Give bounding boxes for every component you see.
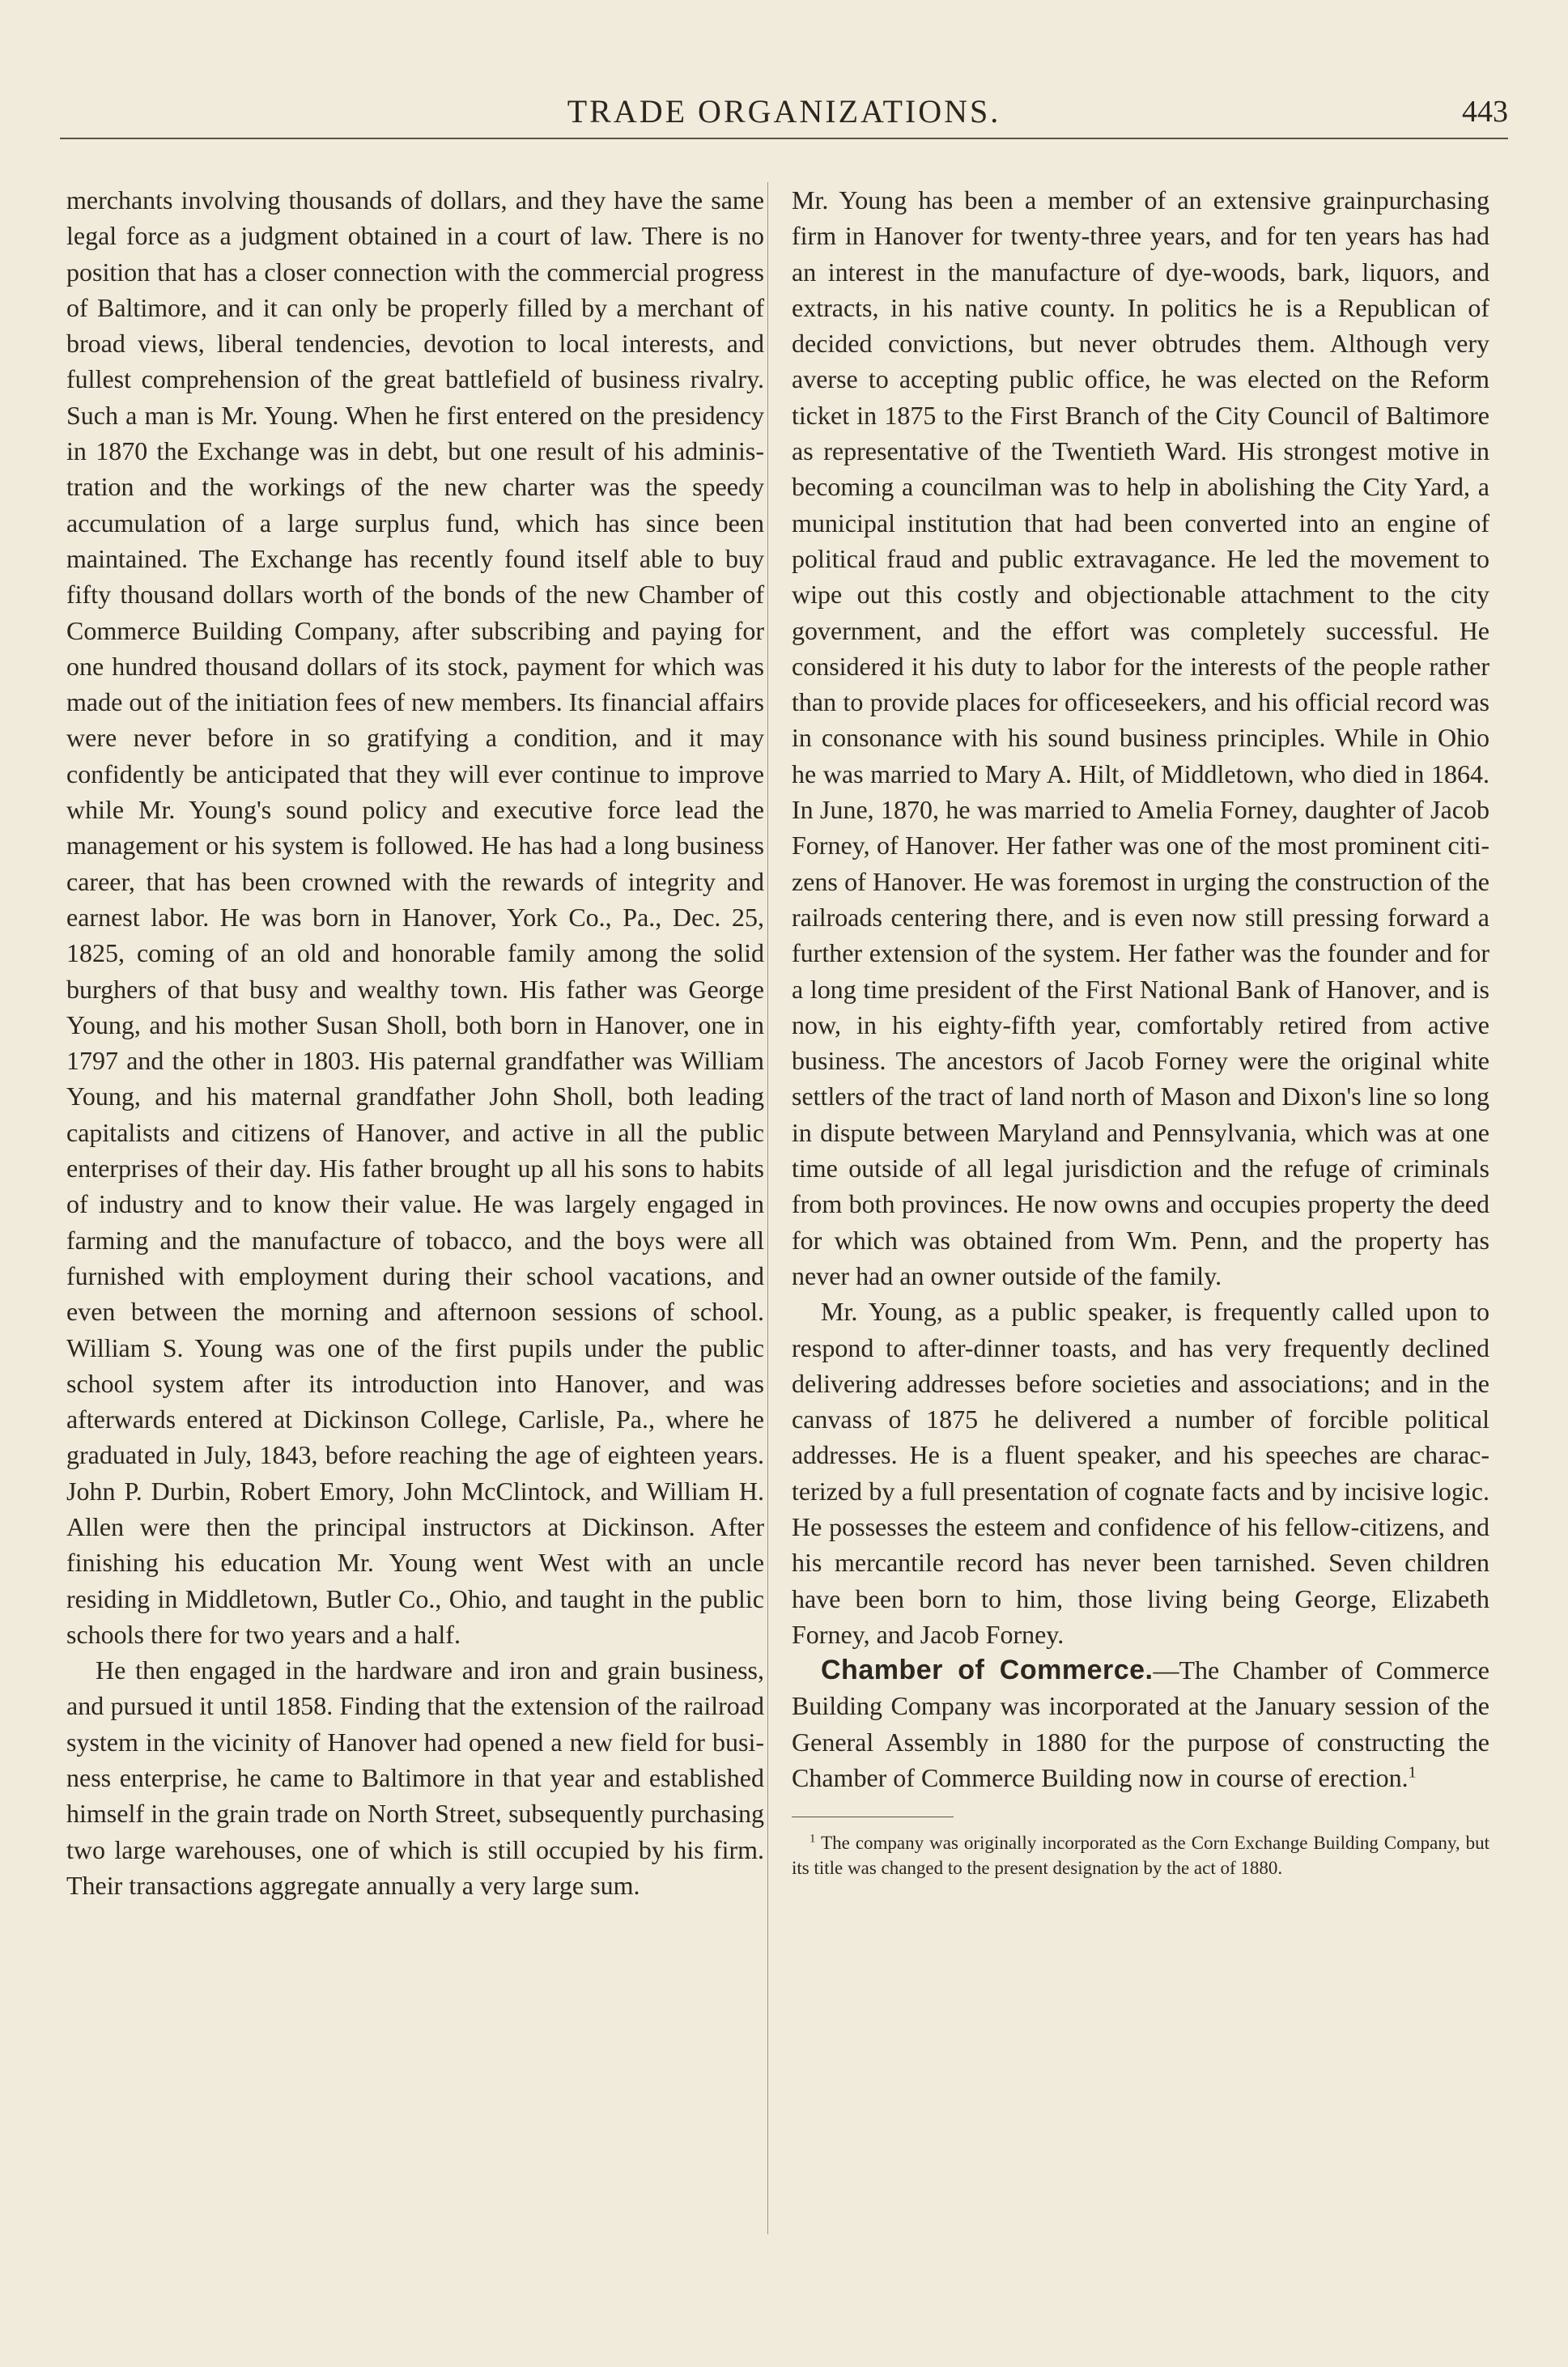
running-title: TRADE ORGANIZATIONS.	[567, 93, 1001, 130]
column-divider	[767, 182, 768, 2234]
section-heading: Chamber of Commerce.	[821, 1655, 1154, 1686]
right-paragraph-3	[792, 1652, 1489, 1795]
left-column	[66, 182, 764, 1903]
right-column	[792, 182, 1489, 1880]
footnote-reference: 1	[1408, 1763, 1417, 1782]
footnote-marker: 1	[809, 1832, 816, 1846]
footnote	[792, 1830, 1489, 1880]
right-paragraph-2: Mr. Young, as a public speaker, is frequently called upon to respond to after-dinner toasts, and has very frequently declined delivering addresses before societies and associations; and in the canvass of 1875 he delivered a number of forcible political addresses. He is a fluent speaker, and his speeches are characterized by a full presentation of cognate facts and by incisive logic. He possesses the esteem and confidence of his fellow-citizens, and his mercantile record has never been tarnished. Seven children have been born to him, those living being George, Elizabeth Forney, and Jacob Forney.	[792, 1297, 1489, 1649]
running-head	[60, 89, 1508, 139]
left-paragraph-1: merchants involving thousands of dollars, and they have the same legal force as a judgment obtained in a court of law. There is no position that has a closer connection with the commercial progress of Baltimore, and it can only be properly filled by a merchant of broad views, liberal tendencies, devotion to local interests, and fullest comprehension of the great battlefield of business rivalry. Such a man is Mr. Young. When he first entered on the presidency in 1870 the Exchange was in debt, but one result of his administration and the workings of the new charter was the speedy accumulation of a large surplus fund, which has since been maintained. The Exchange has recently found itself able to buy fifty thousand dollars worth of the bonds of the new Chamber of Commerce Building Company, after subscribing and paying for one hundred thousand dollars of its stock, payment for which was made out of the initiation fees of new members. Its financial affairs were never before in so gratifying a condition, and it may confidently be anticipated that they will ever continue to improve while Mr. Young's sound policy and executive force lead the management or his system is followed. He has had a long business career, that has been crowned with the rewards of integrity and earnest labor. He was born in Hanover, York Co., Pa., Dec. 25, 1825, coming of an old and honorable family among the solid burghers of that busy and wealthy town. His father was George Young, and his mother Susan Sholl, both born in Hanover, one in 1797 and the other in 1803. His paternal grandfather was William Young, and his maternal grandfather John Sholl, both leading capitalists and citizens of Hanover, and active in all the public enterprises of their day. His father brought up all his sons to habits of industry and to know their value. He was largely engaged in farming and the manufacture of tobacco, and the boys were all furnished with employment during their school vacations, and even between the morning and afternoon sessions of school. William S. Young was one of the first pupils under the public school system after its introduction into Hanover, and was afterwards entered at Dickinson College, Carlisle, Pa., where he graduated in July, 1843, before reaching the age of eighteen years. John P. Durbin, Robert Emory, John McClintock, and William H. Allen were then the principal instructors at Dickinson. After finishing his education Mr. Young went West with an uncle residing in Middletown, Butler Co., Ohio, and taught in the public schools there for two years and a half.	[66, 185, 764, 1649]
page-number: 443	[1462, 95, 1508, 129]
right-paragraph-1: Mr. Young has been a member of an extensive grainpurchasing firm in Hanover for twenty-three years, and for ten years has had an interest in the manufacture of dye-woods, bark, liquors, and extracts, in his native county. In politics he is a Republican of decided convictions, but never obtrudes them. Although very averse to accepting public office, he was elected on the Reform ticket in 1875 to the First Branch of the City Council of Baltimore as representative of the Twentieth Ward. His strongest motive in becoming a councilman was to help in abolishing the City Yard, a municipal institution that had been converted into an engine of political fraud and public extravagance. He led the movement to wipe out this costly and objectionable attachment to the city government, and the effort was completely successful. He considered it his duty to labor for the interests of the people rather than to provide places for officeseekers, and his official record was in consonance with his sound business principles. While in Ohio he was married to Mary A. Hilt, of Middletown, who died in 1864. In June, 1870, he was married to Amelia Forney, daughter of Jacob Forney, of Hanover. Her father was one of the most prominent citizens of Hanover. He was foremost in urging the construction of the railroads centering there, and is even now still pressing forward a further extension of the system. Her father was the founder and for a long time president of the First National Bank of Hanover, and is now, in his eighty-fifth year, comfortably retired from active business. The ancestors of Jacob Forney were the original white settlers of the tract of land north of Mason and Dixon's line so long in dispute between Maryland and Pennsylvania, which was at one time outside of all legal jurisdiction and the refuge of criminals from both provinces. He now owns and occupies property the deed for which was obtained from Wm. Penn, and the property has never had an owner outside of the family.	[792, 185, 1489, 1290]
left-paragraph-2: He then engaged in the hardware and iron and grain business, and pursued it until 1858. Finding that the extension of the railroad system in the vicinity of Hanover had opened a new field for business enterprise, he came to Baltimore in that year and established himself in the grain trade on North Street, subsequently purchasing two large warehouses, one of which is still occupied by his firm. Their transactions aggregate annually a very large sum.	[66, 1655, 764, 1900]
footnote-text: The company was originally incorporated as the Corn Exchange Building Company, but its title was changed to the present designation by the act of 1880.	[792, 1833, 1489, 1879]
section-text: —The Chamber of Commerce Building Company was incorporated at the January session of the General Assembly in 1880 for the purpose of constructing the Chamber of Commerce Building now in course of erection.	[792, 1655, 1490, 1793]
